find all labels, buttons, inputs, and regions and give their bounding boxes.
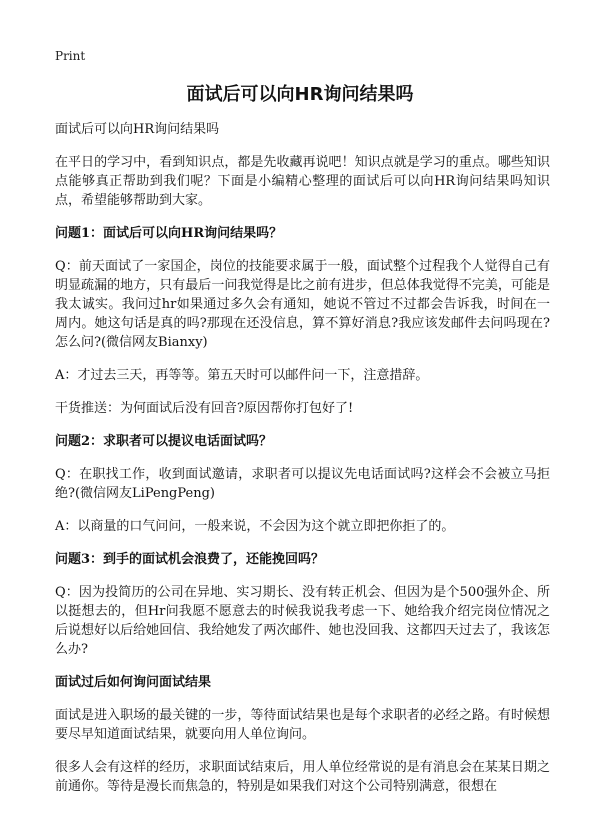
question-2-answer: A：以商量的口气问问，一般来说，不会因为这个就立即把你拒了的。 [55,519,455,534]
intro-paragraph: 在平日的学习中，看到知识点，都是先收藏再说吧！知识点就是学习的重点。哪些知识点能够真正帮助到我们呢？下面是小编精心整理的面试后可以向HR询问结果吗知识点，希望能够帮助到大家。 [55,155,550,208]
print-link[interactable]: Print [55,49,86,63]
document-title: 面试后可以向HR询问结果吗 [186,84,414,105]
section-4-heading: 面试过后如何询问面试结果 [55,675,212,690]
article-subtitle: 面试后可以向HR询问结果吗 [55,122,220,137]
question-2-text: Q：在职找工作，收到面试邀请，求职者可以提议先电话面试吗?这样会不会被立马拒绝?(微信网友LiPengPeng) [55,467,550,501]
section-4-paragraph-1: 面试是进入职场的最关键的一步，等待面试结果也是每个求职者的必经之路。有时候想要尽早知道面试结果，就要向用人单位询问。 [55,708,550,742]
section-4-paragraph-2: 很多人会有这样的经历，求职面试结束后，用人单位经常说的是有消息会在某某日期之前通你。等待是漫长而焦急的，特别是如果我们对这个公司特别满意，很想在 [55,760,550,794]
question-1-answer: A：才过去三天，再等等。第五天时可以邮件问一下，注意措辞。 [55,368,429,383]
question-3-text: Q：因为投简历的公司在异地、实习期长、没有转正机会、但因为是个500强外企、所以挺想去的，但Hr问我愿不愿意去的时候我说我考虑一下、她给我介绍完岗位情况之后说想好以后给她回信、我给她发了两次邮件、她也没回我、这都四天过去了，我该怎么办? [55,585,550,657]
question-1-heading: 问题1：面试后可以向HR询问结果吗？ [55,226,283,241]
question-1-text: Q：前天面试了一家国企，岗位的技能要求属于一般，面试整个过程我个人觉得自己有明显疏漏的地方，只有最后一问我觉得是比之前有进步，但总体我觉得不完美，可能是我太诚实。我问过hr如果通过多久会有通知，她说不管过不过都会告诉我，时间在一周内。她这句话是真的吗?那现在还没信息，算不算好消息?我应该发邮件去问吗现在?怎么问?(微信网友Bianxy) [55,259,550,350]
article-body [55,120,550,810]
question-2-heading: 问题2：求职者可以提议电话面试吗？ [55,434,273,449]
question-1-tip: 干货推送：为何面试后没有回音?原因帮你打包好了! [55,401,354,416]
question-3-heading: 问题3：到手的面试机会浪费了，还能挽回吗？ [55,552,325,567]
